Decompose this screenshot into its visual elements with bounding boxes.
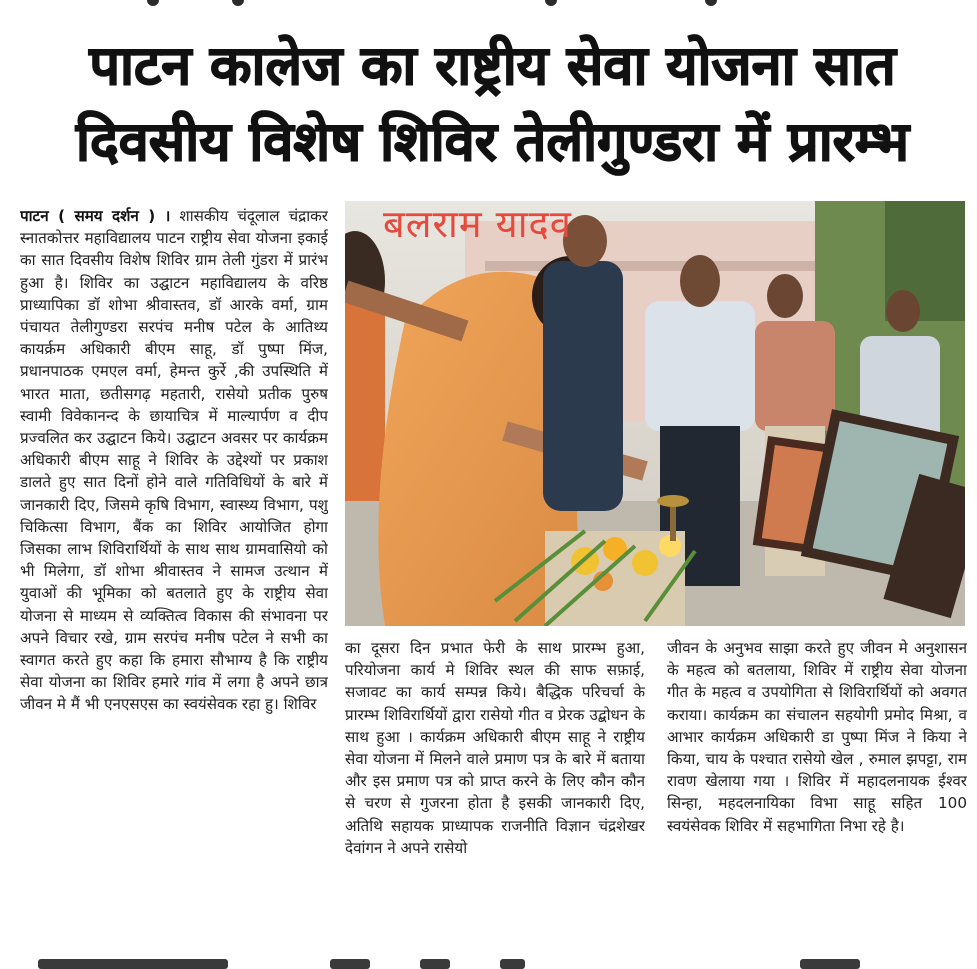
article-column-3: जीवन के अनुभव साझा करते हुए जीवन मे अनुशासन के महत्व को बतलाया, शिविर में राष्ट्रीय सेवा योजना गीत के महत्व व उपयोगिता से शिविरार्थियों को अवगत कराया। कार्यक्रम का संचालन सहयोगी प्रमोद मिश्रा, व आभार कार्यक्रम अधिकारी डा पुष्पा मिंज ने किया ने किया, चाय के पश्चात रासेयो खेल , रुमाल झपट्टा, राम रावण खेलाया गया । शिविर में महादलनायक ईश्वर सिन्हा, महदलनायिका विभा साहू सहित 100 स्वयंसेवक शिविर में सहभागिता निभा रहे है। [667,639,967,835]
bottom-edge-strip [0,955,977,969]
clipped-glyph [545,0,557,6]
man-pink-shirt [755,321,835,431]
man-checked-shirt [645,301,755,431]
photo-credit: बलराम यादव [383,202,572,246]
article-dateline: पाटन ( समय दर्शन ) । [20,207,171,225]
clipped-glyph [705,0,717,6]
photo-illustration [345,201,965,626]
article-photo [345,201,965,626]
article-column-2: का दूसरा दिन प्रभात फेरी के साथ प्रारम्भ हुआ, परियोजना कार्य मे शिविर स्थल की साफ सफ़ाई, सजावट का कार्य सम्पन्न किये। बैद्धिक परिचर्चा के प्रारम्भ शिविरार्थियों द्वारा रासेयो गीत व प्रेरक उद्बोधन के साथ हुआ । कार्यक्रम अधिकारी बीएम साहू ने राष्ट्रीय सेवा योजना में मिलने वाले प्रमाण पत्र के बारे में बताया और इस प्रमाण पत्र को प्राप्त करने के लिए कौन कौन से चरण से गुजरना होता है इसकी जानकारी दिए, अतिथि सहायक प्राध्यापक राजनीति विज्ञान चंद्रशेखर देवांगन ने अपने रासेयो [345,639,645,857]
clipped-glyph [232,0,244,6]
article-column-1-text: शासकीय चंदूलाल चंद्राकर स्नातकोत्तर महाविद्यालय पाटन राष्ट्रीय सेवा योजना इकाई का सात दिवसीय विशेष शिविर ग्राम तेली गुंडरा में प्रारंभ हुआ है। शिविर का उद्घाटन महाविद्यालय के वरिष्ठ प्राध्यापिका डॉ शोभा श्रीवास्तव, डॉ आरके वर्मा, ग्राम पंचायत तेलीगुण्डरा सरपंच मनीष पटेल के आतिथ्य कायर्क्रम अधिकारी बीएम साहू, डॉ पुष्पा मिंज, प्रधानपाठक एमएल वर्मा, हेमन्त कुर्रे ,की उपस्थिति में भारत माता, छतीसगढ़ महतारी, रासेयो प्रतीक पुरुष स्वामी विवेकानन्द के छायाचित्र में माल्यार्पण व दीप प्रज्वलित कर उद्घाटन किये। उद्घाटन अवसर पर कार्यक्रम अधिकारी बीएम साहू ने शिविर के उद्देश्यों पर प्रकाश डालते हुए सात दिनों होने वाले गतिविधियों के बारे में जानकारी दिए, जिसमे कृषि विभाग, स्वास्थ्य विभाग, पशु चिकित्सा विभाग, बैंक का शिविर आयोजित होगा जिसका लाभ शिविरार्थियों के साथ साथ ग्रामवासियो को भी मिलेगा, डॉ शोभा श्रीवास्तव ने सामज उत्थान में युवाओं की भूमिका को बतलाते हुए के राष्ट्रीय सेवा योजना से माध्यम से व्यक्तित्व विकास की संभावना पर अपने विचार रखे, ग्राम सरपंच मनीष पटेल ने सभी का स्वागत करते हुए कहा कि हमारा सौभाग्य है कि राष्ट्रीय सेवा योजना का शिविर हमारे गांव में लगा है अपने छात्र जीवन मे मैं भी एनएसएस का स्वयंसेवक रहा हु। शिविर [20,207,328,714]
top-edge-strip [0,0,977,14]
article-headline: पाटन कालेज का राष्ट्रीय सेवा योजना सात दिवसीय विशेष शिविर तेलीगुण्डरा में प्रारम्भ [76,34,909,173]
man-dark-jacket [543,261,623,511]
article-column-1 [20,205,328,945]
clipped-glyph [147,0,159,6]
